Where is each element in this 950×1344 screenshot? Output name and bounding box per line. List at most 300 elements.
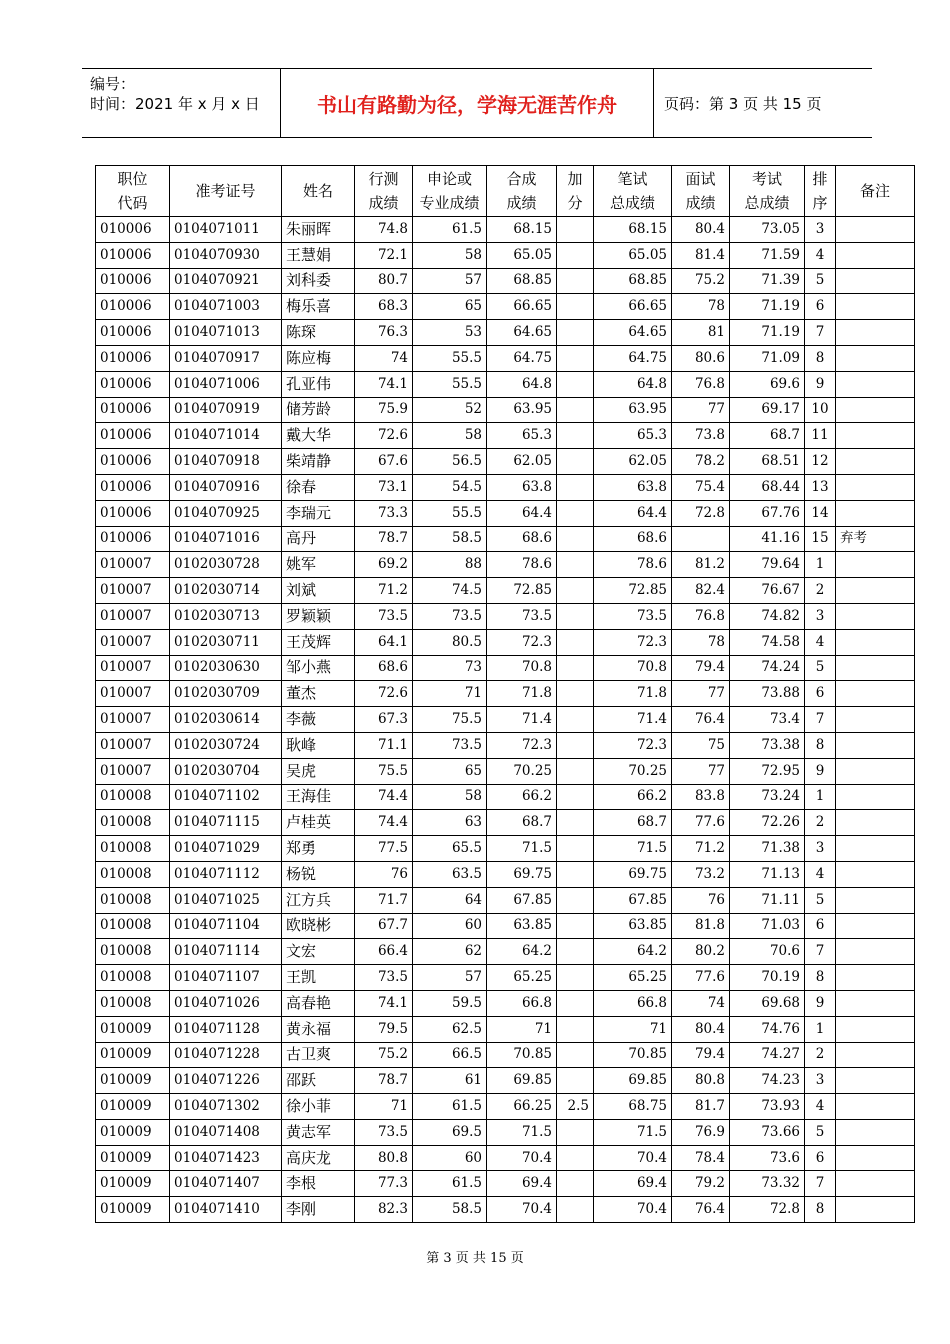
table-cell: 73.24: [730, 784, 805, 810]
table-cell: 74.1: [355, 371, 413, 397]
column-header-line: 专业成绩: [419, 194, 480, 212]
table-cell: [557, 268, 594, 294]
table-cell: 68.7: [730, 423, 805, 449]
table-cell: [836, 423, 915, 449]
table-cell: [672, 526, 730, 552]
table-row: [96, 242, 915, 268]
table-cell: 董杰: [282, 681, 355, 707]
table-cell: 黄永福: [282, 1016, 355, 1042]
table-row: [96, 655, 915, 681]
table-cell: [836, 268, 915, 294]
table-cell: 5: [805, 887, 836, 913]
table-cell: 70.4: [487, 1197, 557, 1223]
table-row: [96, 732, 915, 758]
table-cell: [557, 320, 594, 346]
table-cell: 52: [413, 397, 487, 423]
table-cell: 70.25: [487, 758, 557, 784]
table-row: [96, 1068, 915, 1094]
table-cell: 69.4: [487, 1171, 557, 1197]
table-cell: 010006: [96, 371, 170, 397]
table-cell: 73.05: [730, 217, 805, 243]
header-meta: [82, 69, 281, 137]
table-cell: 7: [805, 707, 836, 733]
table-cell: 68.3: [355, 294, 413, 320]
table-row: [96, 784, 915, 810]
table-cell: 64.8: [487, 371, 557, 397]
table-cell: 74.1: [355, 990, 413, 1016]
table-cell: [557, 655, 594, 681]
table-cell: 黄志军: [282, 1119, 355, 1145]
table-cell: 0104071407: [170, 1171, 282, 1197]
table-cell: 80.5: [413, 629, 487, 655]
table-cell: [836, 913, 915, 939]
table-cell: 66.8: [487, 990, 557, 1016]
table-cell: 74.27: [730, 1042, 805, 1068]
table-cell: 73.88: [730, 681, 805, 707]
table-cell: 66.25: [487, 1094, 557, 1120]
table-row: [96, 990, 915, 1016]
table-cell: 74.58: [730, 629, 805, 655]
table-cell: 0104071006: [170, 371, 282, 397]
table-cell: [836, 758, 915, 784]
column-header-line: 笔试: [617, 170, 648, 188]
table-cell: 0104071016: [170, 526, 282, 552]
table-cell: 74.82: [730, 603, 805, 629]
table-cell: [836, 552, 915, 578]
table-cell: 80.6: [672, 345, 730, 371]
table-cell: 64.65: [594, 320, 672, 346]
table-cell: 010008: [96, 836, 170, 862]
table-cell: [557, 732, 594, 758]
table-cell: 63.5: [413, 861, 487, 887]
table-cell: 3: [805, 836, 836, 862]
table-cell: 010007: [96, 603, 170, 629]
table-cell: 69.5: [413, 1119, 487, 1145]
table-cell: 55.5: [413, 371, 487, 397]
table-cell: 58.5: [413, 1197, 487, 1223]
table-cell: 72.3: [594, 732, 672, 758]
table-cell: 76.4: [672, 1197, 730, 1223]
table-cell: 58: [413, 423, 487, 449]
table-cell: 卢桂英: [282, 810, 355, 836]
table-cell: [557, 1042, 594, 1068]
table-cell: 0104071226: [170, 1068, 282, 1094]
table-cell: 66.5: [413, 1042, 487, 1068]
table-header-row: [96, 166, 915, 217]
table-cell: 70.8: [594, 655, 672, 681]
table-cell: 76: [672, 887, 730, 913]
table-cell: 65: [413, 294, 487, 320]
table-cell: 72.26: [730, 810, 805, 836]
table-cell: [836, 732, 915, 758]
score-table: [95, 165, 915, 1223]
table-cell: 李刚: [282, 1197, 355, 1223]
table-cell: 3: [805, 217, 836, 243]
table-cell: 古卫爽: [282, 1042, 355, 1068]
table-cell: 71.5: [487, 1119, 557, 1145]
table-cell: 010008: [96, 913, 170, 939]
table-cell: 65.3: [487, 423, 557, 449]
table-cell: [557, 474, 594, 500]
table-cell: 67.76: [730, 500, 805, 526]
table-cell: [557, 913, 594, 939]
column-header-line: 行测: [368, 170, 399, 188]
table-cell: 2: [805, 1042, 836, 1068]
table-cell: 68.75: [594, 1094, 672, 1120]
table-cell: [557, 294, 594, 320]
table-cell: 75.4: [672, 474, 730, 500]
table-row: [96, 1119, 915, 1145]
column-header: [487, 166, 557, 217]
table-cell: 71.59: [730, 242, 805, 268]
table-row: [96, 217, 915, 243]
table-cell: 王慧娟: [282, 242, 355, 268]
table-cell: 李根: [282, 1171, 355, 1197]
table-cell: [836, 1171, 915, 1197]
table-cell: 41.16: [730, 526, 805, 552]
table-cell: 72.8: [672, 500, 730, 526]
table-cell: 010006: [96, 397, 170, 423]
table-cell: 70.19: [730, 965, 805, 991]
table-cell: [836, 655, 915, 681]
table-cell: 73.3: [355, 500, 413, 526]
table-cell: 010009: [96, 1119, 170, 1145]
table-cell: 61: [413, 1068, 487, 1094]
table-cell: 0102030713: [170, 603, 282, 629]
table-cell: 010007: [96, 707, 170, 733]
table-cell: 71.38: [730, 836, 805, 862]
table-cell: [557, 242, 594, 268]
table-cell: 罗颖颖: [282, 603, 355, 629]
table-cell: 80.4: [672, 217, 730, 243]
table-cell: 65.3: [594, 423, 672, 449]
table-cell: [557, 861, 594, 887]
table-cell: 73.38: [730, 732, 805, 758]
table-cell: 0104071014: [170, 423, 282, 449]
table-cell: 68.51: [730, 449, 805, 475]
table-cell: 71.19: [730, 294, 805, 320]
table-cell: 2: [805, 578, 836, 604]
table-cell: 83.8: [672, 784, 730, 810]
table-cell: [836, 320, 915, 346]
table-cell: 12: [805, 449, 836, 475]
table-cell: 71: [594, 1016, 672, 1042]
table-cell: 79.64: [730, 552, 805, 578]
table-cell: [557, 500, 594, 526]
table-cell: [836, 397, 915, 423]
table-cell: 7: [805, 320, 836, 346]
table-cell: 73.66: [730, 1119, 805, 1145]
table-cell: [557, 784, 594, 810]
table-cell: [836, 707, 915, 733]
table-cell: [557, 990, 594, 1016]
column-header-line: 成绩: [685, 194, 716, 212]
table-cell: 63.85: [487, 913, 557, 939]
table-cell: 71.39: [730, 268, 805, 294]
table-cell: 010009: [96, 1042, 170, 1068]
column-header: [413, 166, 487, 217]
table-cell: 81.2: [672, 552, 730, 578]
table-cell: [557, 681, 594, 707]
table-cell: [557, 1016, 594, 1042]
table-cell: [557, 758, 594, 784]
table-cell: 9: [805, 758, 836, 784]
table-row: [96, 1145, 915, 1171]
table-cell: 3: [805, 1068, 836, 1094]
table-cell: [557, 629, 594, 655]
table-cell: [836, 990, 915, 1016]
table-cell: 54.5: [413, 474, 487, 500]
table-cell: 69.4: [594, 1171, 672, 1197]
table-cell: 70.8: [487, 655, 557, 681]
table-cell: 77.3: [355, 1171, 413, 1197]
table-cell: 68.44: [730, 474, 805, 500]
table-cell: 010007: [96, 552, 170, 578]
table-cell: 66.2: [594, 784, 672, 810]
table-cell: 柴靖静: [282, 449, 355, 475]
table-cell: 69.75: [487, 861, 557, 887]
table-cell: 0102030711: [170, 629, 282, 655]
table-cell: 0104071003: [170, 294, 282, 320]
table-cell: 80.4: [672, 1016, 730, 1042]
table-cell: 73.2: [672, 861, 730, 887]
table-cell: 0104070921: [170, 268, 282, 294]
table-cell: 010009: [96, 1094, 170, 1120]
table-cell: 68.6: [355, 655, 413, 681]
table-cell: 1: [805, 552, 836, 578]
table-cell: 梅乐喜: [282, 294, 355, 320]
table-row: [96, 526, 915, 552]
table-cell: 耿峰: [282, 732, 355, 758]
table-cell: 77.5: [355, 836, 413, 862]
table-cell: 13: [805, 474, 836, 500]
table-cell: 010009: [96, 1197, 170, 1223]
table-cell: 66.65: [487, 294, 557, 320]
table-row: [96, 707, 915, 733]
table-cell: 58: [413, 242, 487, 268]
table-cell: 69.2: [355, 552, 413, 578]
table-cell: 010006: [96, 294, 170, 320]
table-cell: 010008: [96, 784, 170, 810]
table-cell: 0104071025: [170, 887, 282, 913]
table-cell: 77.6: [672, 965, 730, 991]
table-cell: 010006: [96, 526, 170, 552]
table-cell: 文宏: [282, 939, 355, 965]
table-cell: 010009: [96, 1016, 170, 1042]
table-cell: 69.17: [730, 397, 805, 423]
table-cell: 69.75: [594, 861, 672, 887]
table-cell: [836, 371, 915, 397]
table-cell: [557, 552, 594, 578]
table-cell: 74.4: [355, 784, 413, 810]
table-cell: 0104071026: [170, 990, 282, 1016]
table-cell: 73.8: [672, 423, 730, 449]
table-cell: 80.8: [355, 1145, 413, 1171]
table-cell: 81.4: [672, 242, 730, 268]
table-row: [96, 965, 915, 991]
table-cell: 62: [413, 939, 487, 965]
table-cell: 57: [413, 965, 487, 991]
table-cell: 0102030709: [170, 681, 282, 707]
table-cell: 71.7: [355, 887, 413, 913]
table-cell: 储芳龄: [282, 397, 355, 423]
column-header: [805, 166, 836, 217]
table-cell: 0104071107: [170, 965, 282, 991]
table-cell: [557, 1119, 594, 1145]
table-cell: 76.3: [355, 320, 413, 346]
table-cell: 73.5: [594, 603, 672, 629]
table-cell: 72.3: [594, 629, 672, 655]
table-cell: 77.6: [672, 810, 730, 836]
table-cell: 72.95: [730, 758, 805, 784]
table-cell: 80.2: [672, 939, 730, 965]
table-row: [96, 294, 915, 320]
table-cell: 72.3: [487, 732, 557, 758]
table-cell: [836, 474, 915, 500]
table-cell: 010006: [96, 268, 170, 294]
table-cell: 010006: [96, 500, 170, 526]
number-label: 编号：: [90, 75, 136, 93]
table-cell: [557, 526, 594, 552]
table-cell: [836, 836, 915, 862]
table-cell: [557, 836, 594, 862]
table-cell: 82.4: [672, 578, 730, 604]
table-cell: 64.75: [594, 345, 672, 371]
table-cell: 5: [805, 655, 836, 681]
table-cell: 010007: [96, 681, 170, 707]
table-cell: 80.7: [355, 268, 413, 294]
table-cell: 0104070918: [170, 449, 282, 475]
table-cell: 刘科委: [282, 268, 355, 294]
table-cell: 010008: [96, 861, 170, 887]
table-cell: 高春艳: [282, 990, 355, 1016]
table-cell: 14: [805, 500, 836, 526]
column-header: [96, 166, 170, 217]
column-header-line: 申论或: [426, 170, 472, 188]
table-cell: [557, 449, 594, 475]
table-cell: 010006: [96, 423, 170, 449]
table-cell: 72.8: [730, 1197, 805, 1223]
table-cell: 66.8: [594, 990, 672, 1016]
table-cell: 2: [805, 810, 836, 836]
table-cell: [557, 1197, 594, 1223]
table-cell: 81.7: [672, 1094, 730, 1120]
table-cell: 60: [413, 1145, 487, 1171]
table-cell: 010007: [96, 629, 170, 655]
table-row: [96, 939, 915, 965]
table-cell: 76.9: [672, 1119, 730, 1145]
table-row: [96, 345, 915, 371]
table-cell: [557, 810, 594, 836]
table-cell: 6: [805, 1145, 836, 1171]
table-cell: 65.5: [413, 836, 487, 862]
table-cell: 0102030728: [170, 552, 282, 578]
table-cell: 81.8: [672, 913, 730, 939]
table-cell: 68.6: [487, 526, 557, 552]
table-cell: 73.5: [355, 1119, 413, 1145]
column-header-line: 面试: [685, 170, 716, 188]
table-cell: 6: [805, 294, 836, 320]
table-cell: 0104071104: [170, 913, 282, 939]
table-cell: 68.6: [594, 526, 672, 552]
table-cell: 0102030724: [170, 732, 282, 758]
table-cell: 李薇: [282, 707, 355, 733]
table-cell: 70.4: [594, 1197, 672, 1223]
column-header: [672, 166, 730, 217]
table-cell: 65.25: [594, 965, 672, 991]
table-cell: 徐小菲: [282, 1094, 355, 1120]
table-row: [96, 1016, 915, 1042]
table-cell: 0104071114: [170, 939, 282, 965]
table-cell: 69.68: [730, 990, 805, 1016]
table-cell: 78.4: [672, 1145, 730, 1171]
table-cell: 76: [355, 861, 413, 887]
table-cell: 77: [672, 397, 730, 423]
table-cell: 010009: [96, 1145, 170, 1171]
table-cell: [836, 1042, 915, 1068]
table-cell: [836, 1094, 915, 1120]
table-cell: 15: [805, 526, 836, 552]
table-cell: [836, 784, 915, 810]
column-header: [170, 166, 282, 217]
table-row: [96, 810, 915, 836]
table-cell: 68.85: [487, 268, 557, 294]
table-cell: 61.5: [413, 1171, 487, 1197]
table-cell: 64: [413, 887, 487, 913]
table-cell: 73: [413, 655, 487, 681]
table-cell: 71.4: [594, 707, 672, 733]
table-cell: [836, 578, 915, 604]
table-cell: 69.85: [594, 1068, 672, 1094]
table-cell: 0104071011: [170, 217, 282, 243]
table-cell: 010009: [96, 1068, 170, 1094]
table-cell: 0104071029: [170, 836, 282, 862]
table-cell: 69.85: [487, 1068, 557, 1094]
table-cell: 79.4: [672, 1042, 730, 1068]
table-cell: 70.4: [487, 1145, 557, 1171]
table-cell: 77: [672, 681, 730, 707]
table-cell: [557, 1171, 594, 1197]
table-cell: 杨锐: [282, 861, 355, 887]
table-cell: [836, 1145, 915, 1171]
table-cell: [836, 965, 915, 991]
table-cell: [836, 681, 915, 707]
table-cell: 74.8: [355, 217, 413, 243]
table-row: [96, 371, 915, 397]
table-cell: 65.05: [594, 242, 672, 268]
table-cell: 71: [355, 1094, 413, 1120]
table-cell: 62.05: [594, 449, 672, 475]
table-cell: 4: [805, 1094, 836, 1120]
table-cell: 72.1: [355, 242, 413, 268]
header-motto: 书山有路勤为径，学海无涯苦作舟: [281, 69, 654, 137]
table-cell: 2.5: [557, 1094, 594, 1120]
table-cell: 010007: [96, 758, 170, 784]
table-cell: 吴虎: [282, 758, 355, 784]
table-cell: 0102030704: [170, 758, 282, 784]
column-header-line: 合成: [506, 170, 537, 188]
table-cell: 58: [413, 784, 487, 810]
table-cell: 78: [672, 629, 730, 655]
column-header-line: 准考证号: [195, 182, 256, 200]
table-row: [96, 423, 915, 449]
table-cell: 4: [805, 629, 836, 655]
table-cell: 65.05: [487, 242, 557, 268]
table-cell: 65: [413, 758, 487, 784]
table-cell: 64.2: [487, 939, 557, 965]
table-cell: 78.7: [355, 526, 413, 552]
table-cell: 56.5: [413, 449, 487, 475]
